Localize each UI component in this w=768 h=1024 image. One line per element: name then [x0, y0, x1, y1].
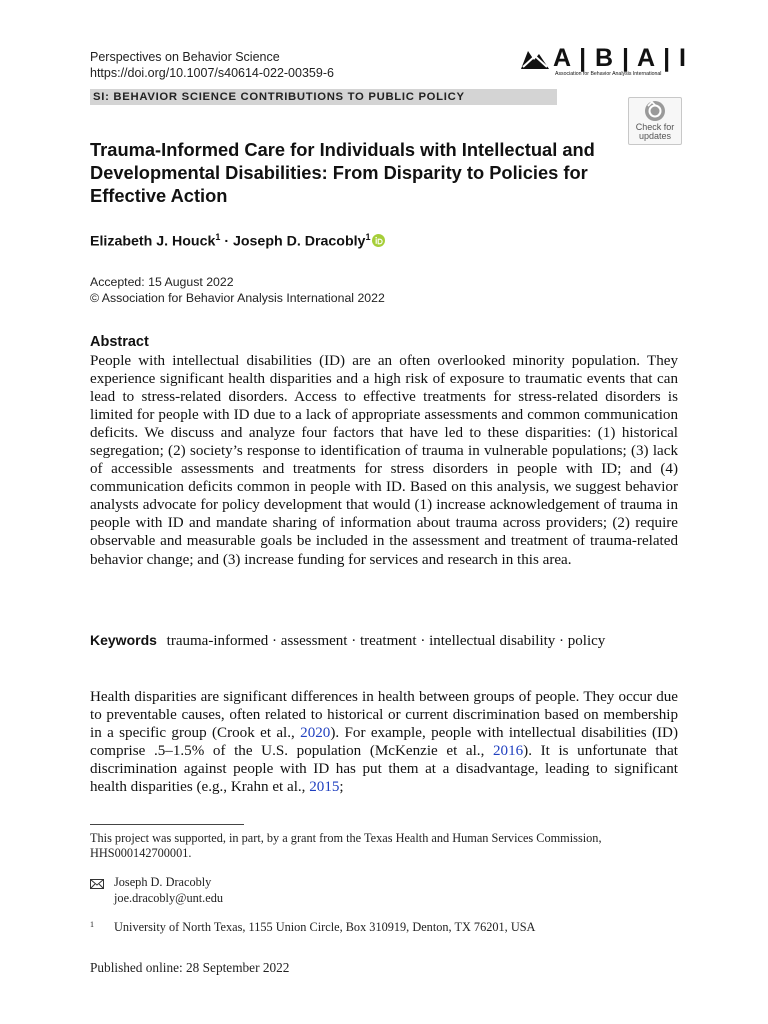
author-name: Joseph D. Dracobly [232, 233, 366, 250]
doi-link[interactable]: https://doi.org/10.1007/s40614-022-00359-6 [90, 66, 334, 80]
envelope-icon [90, 879, 104, 889]
citation-link[interactable]: 2015 [309, 779, 340, 796]
funding-footnote: This project was supported, in part, by a grant from the Texas Health and Human Services Commission, HHS000142700001. [90, 831, 602, 860]
author-list [90, 232, 385, 250]
author-name: Elizabeth J. Houck [90, 233, 216, 250]
journal-header [90, 49, 334, 81]
accepted-date: Accepted: 15 August 2022 [90, 275, 234, 289]
citation-link[interactable]: 2016 [492, 743, 524, 760]
article-dates [90, 275, 385, 306]
contact-name: Joseph D. Dracobly [114, 875, 212, 889]
author-separator: · [220, 233, 233, 250]
article-title: Trauma-Informed Care for Individuals with Intellectual and Developmental Disabilities: From Disparity to Policies for Effective Action [90, 139, 595, 206]
check-for-updates-icon [629, 98, 681, 124]
author-affiliation-mark: 1 [365, 232, 371, 242]
affiliation: University of North Texas, 1155 Union Circle, Box 310919, Denton, TX 76201, USA [114, 920, 536, 934]
corresponding-author [114, 875, 223, 906]
body-paragraph: Health disparities are significant differences in health between groups of people. They occur due to preventable causes, often related to historical or current discrimination based on membership in a specific group (Crook et al., 2020). For example, people with intellectual disabilities (ID) comprise .5–1.5% of the U.S. population (McKenzie et al., 2016). It is unfortunate that discrimination against people with ID has put them at a disadvantage, leading to significant health disparities (e.g., Krahn et al., 2015; [90, 689, 679, 796]
section-bar: SI: BEHAVIOR SCIENCE CONTRIBUTIONS TO PUBLIC POLICY [90, 89, 557, 105]
logo-letters: A | B | A | I [553, 44, 687, 72]
abai-logo-icon [520, 47, 550, 71]
journal-name: Perspectives on Behavior Science [90, 50, 280, 64]
contact-email[interactable]: joe.dracobly@unt.edu [114, 890, 223, 905]
footnote-divider [90, 824, 244, 825]
check-updates-line1: Check for [635, 122, 675, 132]
orcid-icon[interactable] [372, 234, 385, 247]
abstract-heading: Abstract [90, 334, 149, 350]
author-affiliation-mark: 1 [215, 232, 221, 242]
keywords-line [90, 632, 605, 650]
abai-logo [520, 44, 687, 79]
copyright-line: © Association for Behavior Analysis International 2022 [90, 290, 385, 305]
check-updates-line2: updates [638, 131, 672, 141]
logo-subtitle: Association for Behavior Analysis International [555, 71, 662, 77]
published-date: Published online: 28 September 2022 [90, 960, 290, 975]
keywords-text: trauma-informed · assessment · treatment · intellectual disability · policy [166, 633, 606, 649]
abstract-text: People with intellectual disabilities (ID) are an often overlooked minority population. They experience significant health disparities and a high risk of exposure to traumatic events that can lead to stress-related disorders. Access to effective treatments for stress-related disorders is limited for people with ID due to a lack of appropriate assessments and common communication deficits. We discuss and analyze four factors that have led to these disparities: (1) historical segregation; (2) society’s response to identification of trauma in vulnerable populations; (3) lack of accessible assessments and treatments for stress disorders in people with ID; and (4) communication deficits common in people with ID. Based on this analysis, we suggest behavior analysts advocate for policy development that would (1) increase acknowledgement of trauma in people with ID and mandate sharing of information about trauma across providers; (2) require observable and measurable goals be included in the assessment and treatment of trauma-related behavior change; and (3) increase funding for services and research in this area. [90, 353, 678, 568]
affiliation-number: 1 [90, 920, 94, 929]
citation-link[interactable]: 2020 [300, 725, 331, 742]
keywords-label: Keywords [90, 632, 157, 648]
